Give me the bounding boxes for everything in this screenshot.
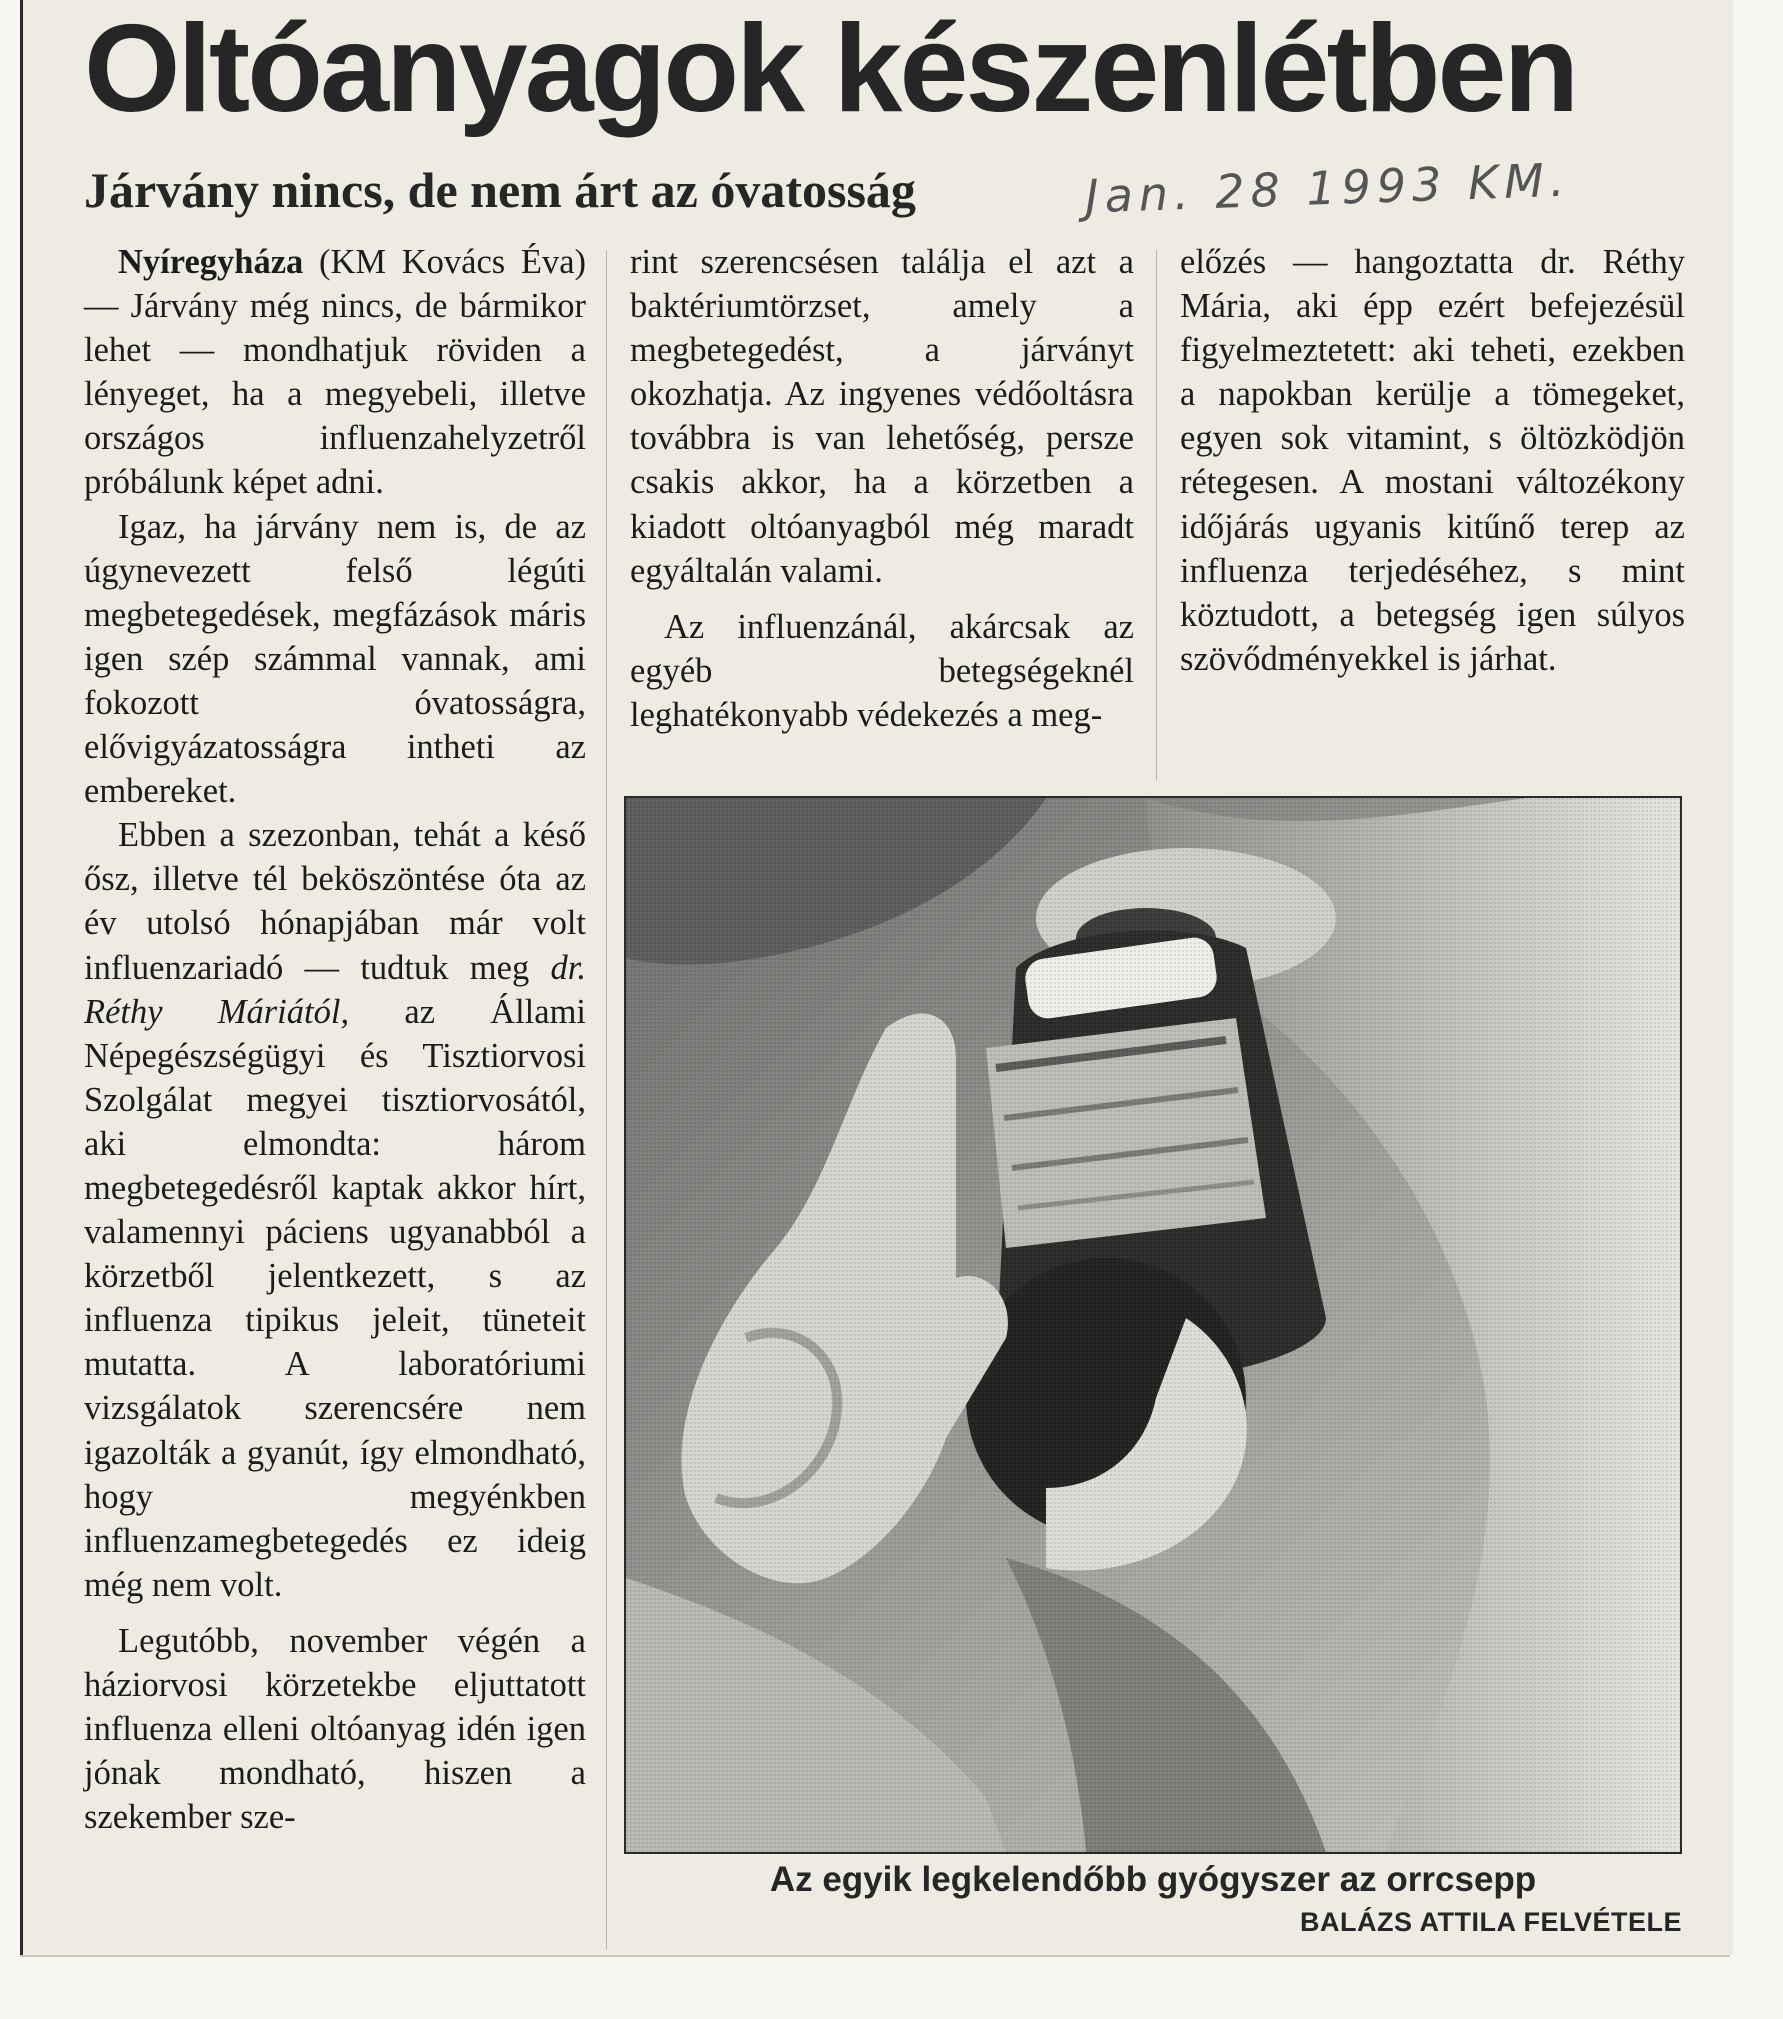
paragraph (630, 240, 1134, 593)
handwritten-date-note: Jan. 28 1993 KM. (1084, 152, 1572, 224)
article-headline: Oltóanyagok készenlétben (84, 0, 1577, 138)
article-subhead: Járvány nincs, de nem árt az óvatosság (84, 162, 916, 218)
paragraph-text: (KM Kovács Éva) — Járvány még nincs, de bármikor lehet — mondhatjuk röviden a lényeget, ha a megyebeli, illetve országos influenzahelyzetről próbálunk képet adni. (84, 243, 586, 502)
source-name: dr. Réthy Máriától, (84, 948, 586, 1031)
paragraph-text: előzés — hangoztatta dr. Réthy Mária, aki épp ezért befejezésül figyelmeztetett: aki teheti, ezekben a napokban kerülje a tömegeket, egyen sok vitamint, s öltözködjön rétegesen. A mostani változékony időjárás ugyanis kitűnő terep az influenza terjedéséhez, s mint köztudott, a betegség igen súlyos szövődményekkel is járhat. (1180, 243, 1685, 678)
paragraph (84, 1619, 586, 1839)
column-rule (1156, 250, 1157, 780)
paragraph-text: Legutóbb, november végén a háziorvosi körzetekbe eljuttatott influenza elleni oltóanyag idén igen jónak mondható, hiszen a szekember sze- (84, 1621, 586, 1837)
article-column-3 (1180, 240, 1685, 681)
paragraph-text: Az influenzánál, akárcsak az egyéb betegségeknél leghatékonyabb védekezés a meg- (630, 607, 1134, 734)
paragraph-text: Ebben a szezonban, tehát a késő ősz, illetve tél beköszöntése óta az év utolsó hónapjában már volt influenzariadó — tudtuk meg (84, 816, 586, 987)
photo-credit: BALÁZS ATTILA FELVÉTELE (1300, 1907, 1682, 1937)
article-column-2 (630, 240, 1134, 737)
paragraph-text: az Állami Népegészségügyi és Tisztiorvosi Szolgálat megyei tisztiorvosától, aki elmondta: három megbetegedésről kaptak akkor hírt, valamennyi páciens ugyanabból a körzetből jelentkezett, s az influenza tipikus jeleit, tüneteit mutatta. A laboratóriumi vizsgálatok szerencsére nem igazolták a gyanút, így elmondható, hogy megyénkben influenzamegbetegedés ez ideig még nem volt. (84, 992, 586, 1604)
nasal-spray-photo (624, 796, 1682, 1854)
article-column-1 (84, 240, 586, 1839)
paragraph (1180, 240, 1685, 681)
paragraph-text: Igaz, ha járvány nem is, de az úgynevezett felső légúti megbetegedések, megfázások máris igen szép számmal vannak, ami fokozott óvatosságra, elővigyázatosságra intheti az embereket. (84, 507, 586, 811)
dateline: Nyíregyháza (118, 243, 304, 281)
photo-image (626, 798, 1680, 1852)
clipping-bottom-edge (20, 1955, 1730, 1957)
paragraph (84, 813, 586, 1607)
photo-caption: Az egyik legkelendőbb gyógyszer az orrcsepp (769, 1860, 1537, 1899)
paragraph-text: rint szerencsésen találja el azt a baktériumtörzset, amely a megbetegedést, a járványt okozhatja. Az ingyenes védőoltásra továbbra is van lehetőség, persze csakis akkor, ha a körzetben a kiadott oltóanyagból még maradt egyáltalán valami. (630, 243, 1134, 590)
paragraph (84, 240, 586, 505)
paragraph (84, 505, 586, 814)
column-rule (606, 250, 607, 1950)
paragraph (630, 605, 1134, 737)
